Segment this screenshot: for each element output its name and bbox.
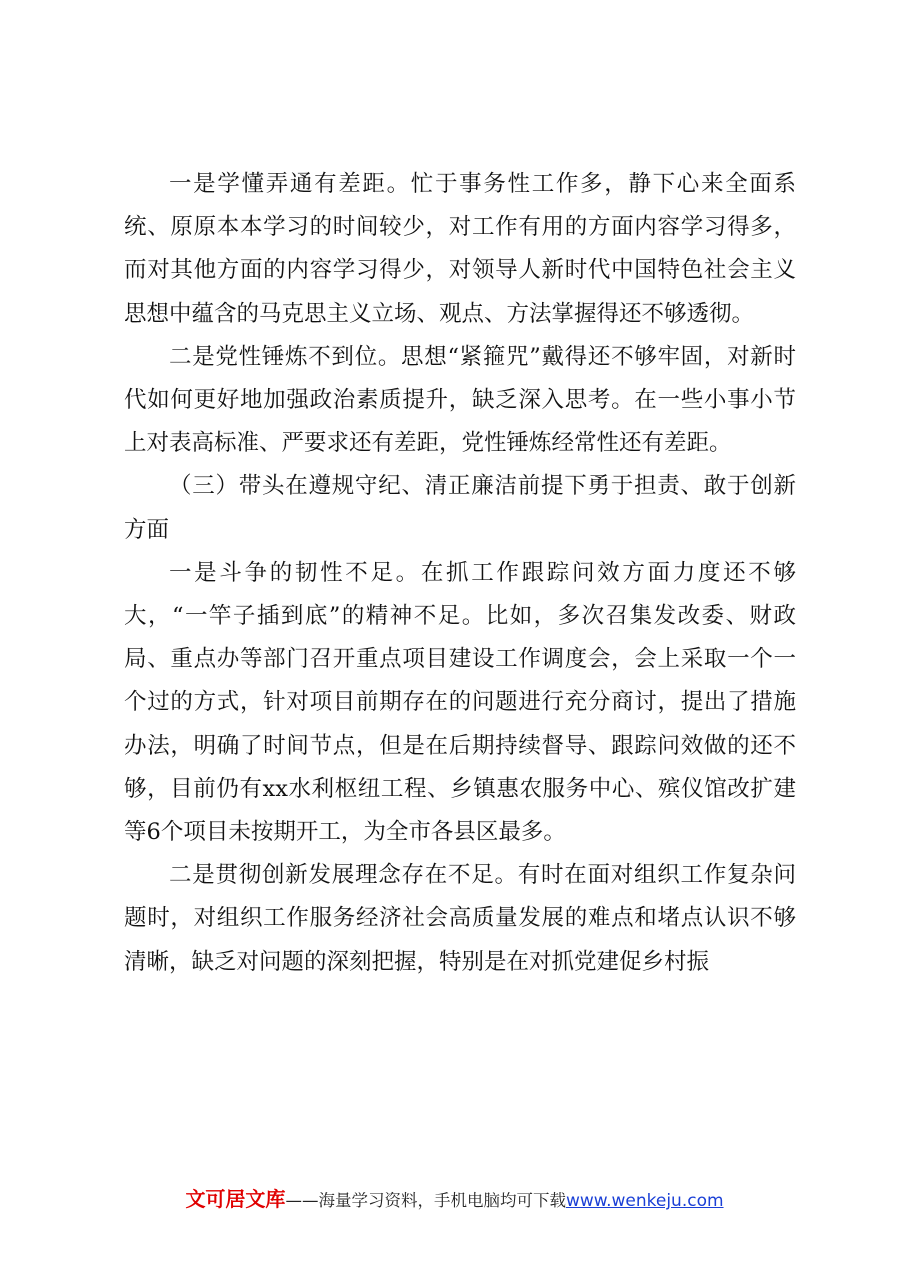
paragraph-struggle-tenacity: 一是斗争的韧性不足。在抓工作跟踪问效方面力度还不够大，“一竿子插到底”的精神不足。比如，多次召集发改委、财政局、重点办等部门召开重点项目建设工作调度会，会上采取一个一个过的方式，针对项目前期存在的问题进行充分商讨，提出了措施办法，明确了时间节点，但是在后期持续督导、跟踪问效做的还不够，目前仍有xx水利枢纽工程、乡镇惠农服务中心、殡仪馆改扩建等6个项目未按期开工，为全市各县区最多。 (124, 559, 796, 846)
footer-brand: 文可居文库 (185, 1187, 286, 1211)
footer-slogan: ——海量学习资料，手机电脑均可下载 (285, 1191, 566, 1210)
document-body (124, 163, 796, 984)
paragraph-innovation: 二是贯彻创新发展理念存在不足。有时在面对组织工作复杂问题时，对组织工作服务经济社会高质量发展的难点和堵点认识不够清晰，缺乏对问题的深刻把握，特别是在对抓党建促乡村振 (124, 862, 796, 975)
section-heading-3: （三）带头在遵规守纪、清正廉洁前提下勇于担责、敢于创新方面 (124, 473, 796, 543)
footer-link[interactable]: www.wenkeju.com (565, 1191, 724, 1211)
paragraph-party-spirit: 二是党性锤炼不到位。思想“紧箍咒”戴得还不够牢固，对新时代如何更好地加强政治素质提升，缺乏深入思考。在一些小事小节上对表高标准、严要求还有差距，党性锤炼经常性还有差距。 (124, 343, 796, 457)
footer-banner (0, 1183, 909, 1212)
paragraph-study-gap: 一是学懂弄通有差距。忙于事务性工作多，静下心来全面系统、原原本本学习的时间较少，对工作有用的方面内容学习得多，而对其他方面的内容学习得少，对领导人新时代中国特色社会主义思想中蕴含的马克思主义立场、观点、方法掌握得还不够透彻。 (124, 171, 796, 327)
